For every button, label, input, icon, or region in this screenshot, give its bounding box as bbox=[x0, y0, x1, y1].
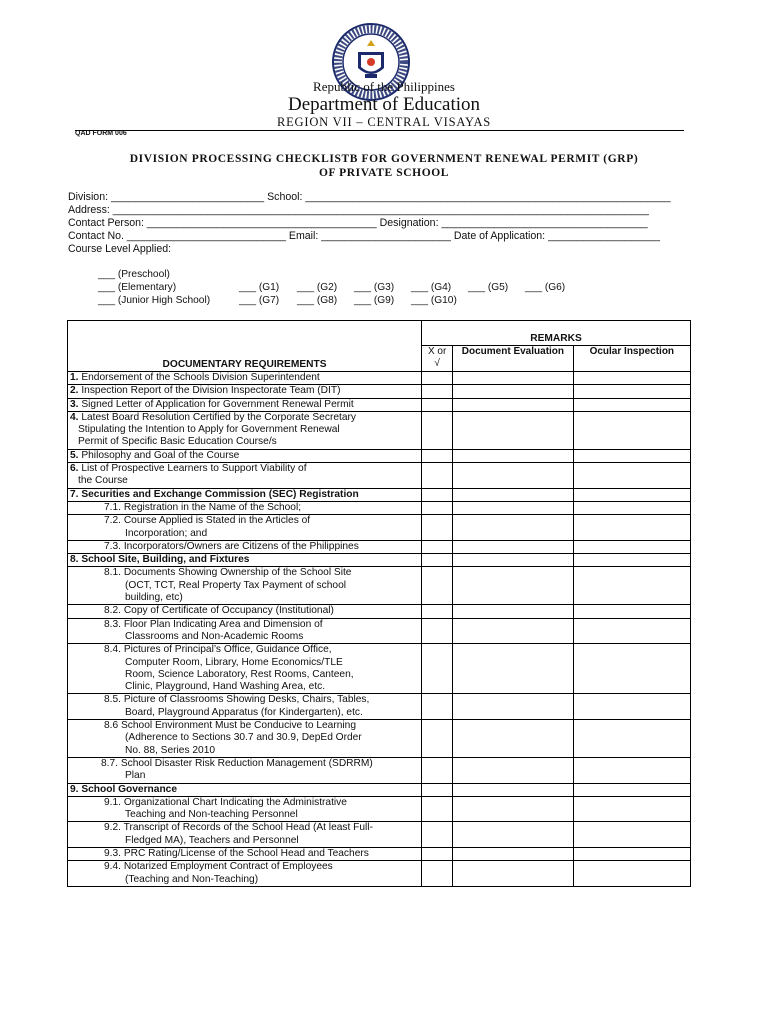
document-title bbox=[0, 152, 768, 180]
g3-option[interactable]: ___ (G3) bbox=[354, 282, 395, 293]
item-number: 4. bbox=[70, 411, 79, 423]
check-cell[interactable] bbox=[422, 554, 453, 567]
item-text: Latest Board Resolution Certified by the Corporate Secretary bbox=[81, 411, 356, 423]
requirements-table bbox=[67, 320, 691, 887]
check-cell[interactable] bbox=[422, 488, 453, 501]
inspection-cell[interactable] bbox=[573, 757, 690, 783]
inspection-cell[interactable] bbox=[573, 644, 690, 694]
check-cell[interactable] bbox=[422, 398, 453, 411]
evaluation-cell[interactable] bbox=[453, 605, 573, 618]
evaluation-cell[interactable] bbox=[453, 618, 573, 644]
item-text: (OCT, TCT, Real Property Tax Payment of school bbox=[125, 579, 346, 591]
item-text: 8.7. School Disaster Risk Reduction Management (SDRRM) bbox=[101, 757, 373, 769]
item-text: Stipulating the Intention to Apply for Government Renewal bbox=[78, 424, 340, 436]
inspection-cell[interactable] bbox=[573, 796, 690, 822]
g4-option[interactable]: ___ (G4) bbox=[411, 282, 452, 293]
evaluation-cell[interactable] bbox=[453, 488, 573, 501]
inspection-cell[interactable] bbox=[573, 372, 690, 385]
jhs-option[interactable]: ___ (Junior High School) bbox=[98, 295, 211, 306]
check-cell[interactable] bbox=[422, 618, 453, 644]
elementary-option[interactable]: ___ (Elementary) bbox=[98, 282, 177, 293]
evaluation-cell[interactable] bbox=[453, 501, 573, 514]
evaluation-cell[interactable] bbox=[453, 796, 573, 822]
item-text: 9.3. PRC Rating/License of the School Head and Teachers bbox=[68, 847, 422, 860]
inspection-cell[interactable] bbox=[573, 554, 690, 567]
republic-text: Republic of the Philippines bbox=[313, 79, 455, 94]
item-text: the Course bbox=[78, 475, 128, 487]
evaluation-cell[interactable] bbox=[453, 411, 573, 449]
item-text: Plan bbox=[125, 770, 146, 782]
evaluation-cell[interactable] bbox=[453, 822, 573, 848]
item-number: 2. bbox=[70, 385, 79, 397]
table-row bbox=[68, 567, 691, 605]
item-text: Incorporation; and bbox=[125, 527, 208, 539]
title-line-2: OF PRIVATE SCHOOL bbox=[318, 167, 450, 179]
item-number: 3. bbox=[70, 398, 79, 410]
inspection-cell[interactable] bbox=[573, 720, 690, 758]
inspection-cell[interactable] bbox=[573, 411, 690, 449]
evaluation-cell[interactable] bbox=[453, 847, 573, 860]
item-text: 9.1. Organizational Chart Indicating the Administrative bbox=[104, 796, 347, 808]
documentary-requirements-header: DOCUMENTARY REQUIREMENTS bbox=[68, 321, 422, 372]
check-cell[interactable] bbox=[422, 694, 453, 720]
evaluation-cell[interactable] bbox=[453, 385, 573, 398]
table-row bbox=[68, 515, 691, 541]
evaluation-cell[interactable] bbox=[453, 694, 573, 720]
inspection-cell[interactable] bbox=[573, 822, 690, 848]
item-text: Fledged MA), Teachers and Personnel bbox=[125, 834, 299, 846]
contact-no-field[interactable]: Contact No. ___________________________ Email: ______________________ Date of Application: ___________________ bbox=[68, 230, 661, 242]
table-row bbox=[68, 861, 691, 887]
check-cell[interactable] bbox=[422, 411, 453, 449]
table-row bbox=[68, 540, 691, 553]
check-cell[interactable] bbox=[422, 463, 453, 489]
item-text: Philosophy and Goal of the Course bbox=[81, 449, 240, 461]
check-cell[interactable] bbox=[422, 605, 453, 618]
inspection-cell[interactable] bbox=[573, 567, 690, 605]
inspection-cell[interactable] bbox=[573, 783, 690, 796]
g9-option[interactable]: ___ (G9) bbox=[354, 295, 395, 306]
department-title: Department of Education bbox=[287, 94, 481, 115]
inspection-cell[interactable] bbox=[573, 847, 690, 860]
evaluation-cell[interactable] bbox=[453, 757, 573, 783]
item-text: 7.2. Course Applied is Stated in the Articles of bbox=[104, 515, 311, 527]
table-row bbox=[68, 847, 691, 860]
inspection-cell[interactable] bbox=[573, 449, 690, 462]
evaluation-cell[interactable] bbox=[453, 644, 573, 694]
table-row bbox=[68, 411, 691, 449]
evaluation-cell[interactable] bbox=[453, 567, 573, 605]
table-header-row bbox=[68, 321, 691, 346]
evaluation-cell[interactable] bbox=[453, 449, 573, 462]
inspection-cell[interactable] bbox=[573, 694, 690, 720]
x-or-check-header: X or √ bbox=[422, 346, 453, 372]
check-cell[interactable] bbox=[422, 385, 453, 398]
item-text: Classrooms and Non-Academic Rooms bbox=[125, 630, 304, 642]
check-cell[interactable] bbox=[422, 567, 453, 605]
check-cell[interactable] bbox=[422, 783, 453, 796]
division-school-field[interactable]: Division: __________________________ School: ______________________________________________________________ bbox=[68, 191, 671, 203]
form-number: QAD FORM 006 bbox=[75, 130, 127, 137]
item-text: 9.2. Transcript of Records of the School Head (At least Full- bbox=[104, 822, 373, 834]
table-row bbox=[68, 822, 691, 848]
item-text: 9.4. Notarized Employment Contract of Employees bbox=[104, 861, 333, 873]
section-heading: 9. School Governance bbox=[68, 783, 422, 796]
table-row bbox=[68, 372, 691, 385]
g8-option[interactable]: ___ (G8) bbox=[297, 295, 338, 306]
remarks-header: REMARKS bbox=[422, 321, 691, 346]
table-row bbox=[68, 694, 691, 720]
item-text: 8.3. Floor Plan Indicating Area and Dimension of bbox=[104, 618, 323, 630]
table-row bbox=[68, 618, 691, 644]
g6-option[interactable]: ___ (G6) bbox=[525, 282, 566, 293]
document-evaluation-header: Document Evaluation bbox=[453, 346, 573, 372]
check-cell[interactable] bbox=[422, 861, 453, 887]
preschool-option[interactable]: ___ (Preschool) bbox=[98, 269, 170, 280]
evaluation-cell[interactable] bbox=[453, 720, 573, 758]
item-text: No. 88, Series 2010 bbox=[125, 744, 216, 756]
item-text: (Adherence to Sections 30.7 and 30.9, DepEd Order bbox=[125, 732, 362, 744]
check-cell[interactable] bbox=[422, 822, 453, 848]
item-number: 5. bbox=[70, 449, 79, 461]
section-heading: 7. Securities and Exchange Commission (SEC) Registration bbox=[68, 488, 422, 501]
check-cell[interactable] bbox=[422, 515, 453, 541]
item-number: 1. bbox=[70, 372, 79, 383]
item-text: Inspection Report of the Division Inspectorate Team (DIT) bbox=[81, 385, 341, 397]
g2-option[interactable]: ___ (G2) bbox=[297, 282, 338, 293]
item-text: Signed Letter of Application for Government Renewal Permit bbox=[81, 398, 354, 410]
table-row bbox=[68, 783, 691, 796]
inspection-cell[interactable] bbox=[573, 605, 690, 618]
item-text: 8.5. Picture of Classrooms Showing Desks, Chairs, Tables, bbox=[104, 694, 370, 706]
evaluation-cell[interactable] bbox=[453, 463, 573, 489]
table-row bbox=[68, 501, 691, 514]
item-text: Permit of Specific Basic Education Course/s bbox=[78, 436, 277, 448]
item-text: 8.1. Documents Showing Ownership of the School Site bbox=[104, 567, 352, 579]
g1-option[interactable]: ___ (G1) bbox=[239, 282, 280, 293]
check-cell[interactable] bbox=[422, 796, 453, 822]
inspection-cell[interactable] bbox=[573, 501, 690, 514]
evaluation-cell[interactable] bbox=[453, 861, 573, 887]
table-row bbox=[68, 463, 691, 489]
inspection-cell[interactable] bbox=[573, 488, 690, 501]
inspection-cell[interactable] bbox=[573, 861, 690, 887]
table-row bbox=[68, 488, 691, 501]
section-heading: 8. School Site, Building, and Fixtures bbox=[68, 554, 422, 567]
contact-person-field[interactable]: Contact Person: _______________________________________ Designation: ___________________________________ bbox=[68, 217, 648, 229]
item-text: 7.1. Registration in the Name of the School; bbox=[68, 501, 422, 514]
item-text: Board, Playground Apparatus (for Kindergarten), etc. bbox=[125, 706, 363, 718]
inspection-cell[interactable] bbox=[573, 618, 690, 644]
evaluation-cell[interactable] bbox=[453, 515, 573, 541]
evaluation-cell[interactable] bbox=[453, 372, 573, 385]
inspection-cell[interactable] bbox=[573, 385, 690, 398]
item-text: 8.6 School Environment Must be Conducive to Learning bbox=[104, 720, 357, 732]
item-text: 7.3. Incorporators/Owners are Citizens of the Philippines bbox=[68, 540, 422, 553]
inspection-cell[interactable] bbox=[573, 398, 690, 411]
address-field[interactable]: Address: ___________________________________________________________________________________________ bbox=[68, 204, 649, 216]
g5-option[interactable]: ___ (G5) bbox=[468, 282, 509, 293]
title-line-1: DIVISION PROCESSING CHECKLISTB FOR GOVERNMENT RENEWAL PERMIT (GRP) bbox=[129, 153, 639, 165]
table-row bbox=[68, 796, 691, 822]
item-text: building, etc) bbox=[125, 592, 183, 604]
check-cell[interactable] bbox=[422, 757, 453, 783]
item-text: Teaching and Non-teaching Personnel bbox=[125, 809, 298, 821]
item-text: Room, Science Laboratory, Rest Rooms, Canteen, bbox=[125, 668, 354, 680]
inspection-cell[interactable] bbox=[573, 463, 690, 489]
table-row bbox=[68, 554, 691, 567]
evaluation-cell[interactable] bbox=[453, 554, 573, 567]
check-cell[interactable] bbox=[422, 449, 453, 462]
check-cell[interactable] bbox=[422, 372, 453, 385]
evaluation-cell[interactable] bbox=[453, 540, 573, 553]
item-text: Clinic, Playground, Hand Washing Area, etc. bbox=[125, 681, 326, 693]
table-row bbox=[68, 449, 691, 462]
item-text: Computer Room, Library, Home Economics/TLE bbox=[125, 656, 343, 668]
table-row bbox=[68, 757, 691, 783]
check-cell[interactable] bbox=[422, 501, 453, 514]
g10-option[interactable]: ___ (G10) bbox=[411, 295, 457, 306]
item-text: Endorsement of the Schools Division Superintendent bbox=[81, 372, 320, 383]
check-cell[interactable] bbox=[422, 847, 453, 860]
evaluation-cell[interactable] bbox=[453, 783, 573, 796]
table-row bbox=[68, 385, 691, 398]
evaluation-cell[interactable] bbox=[453, 398, 573, 411]
item-text: 8.2. Copy of Certificate of Occupancy (Institutional) bbox=[68, 605, 422, 618]
check-cell[interactable] bbox=[422, 540, 453, 553]
inspection-cell[interactable] bbox=[573, 515, 690, 541]
region-text: REGION VII – CENTRAL VISAYAS bbox=[276, 115, 492, 129]
table-row bbox=[68, 398, 691, 411]
check-cell[interactable] bbox=[422, 720, 453, 758]
course-level-label: Course Level Applied: bbox=[68, 243, 172, 255]
header-divider bbox=[75, 130, 684, 131]
g7-option[interactable]: ___ (G7) bbox=[239, 295, 280, 306]
check-cell[interactable] bbox=[422, 644, 453, 694]
table-row bbox=[68, 644, 691, 694]
table-row bbox=[68, 605, 691, 618]
item-text: 8.4. Pictures of Principal’s Office, Guidance Office, bbox=[104, 644, 332, 656]
ocular-inspection-header: Ocular Inspection bbox=[573, 346, 690, 372]
item-text: List of Prospective Learners to Support Viability of bbox=[81, 463, 307, 475]
item-number: 6. bbox=[70, 463, 79, 475]
item-text: (Teaching and Non-Teaching) bbox=[125, 873, 259, 885]
inspection-cell[interactable] bbox=[573, 540, 690, 553]
table-row bbox=[68, 720, 691, 758]
